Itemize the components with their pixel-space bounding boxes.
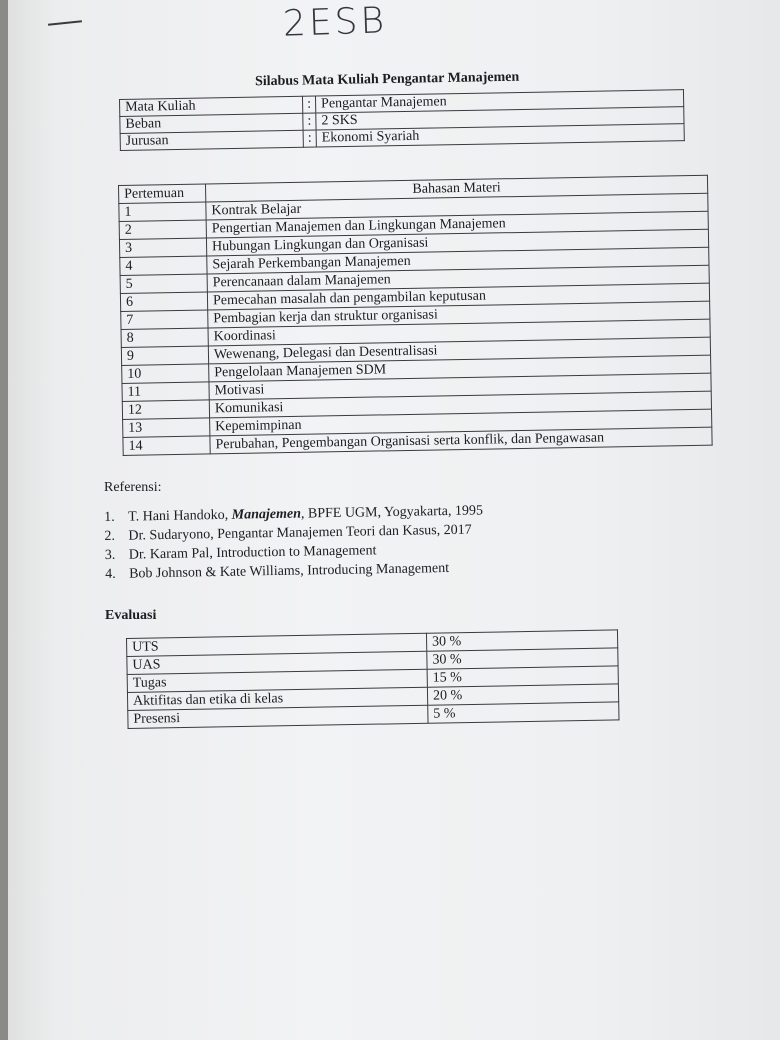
meeting-number: 3 (119, 238, 206, 258)
meeting-topic: Perencanaan dalam Manajemen (207, 265, 709, 292)
info-separator: : (302, 96, 315, 113)
meeting-topic: Koordinasi (208, 319, 710, 346)
eval-weight: 5 % (428, 702, 619, 723)
meeting-number: 11 (122, 382, 209, 402)
meeting-topic: Pengelolaan Manajemen SDM (209, 355, 711, 382)
info-value: Ekonomi Syariah (316, 124, 684, 147)
meeting-number: 5 (120, 274, 207, 294)
meeting-topic: Sejarah Perkembangan Manajemen (207, 247, 709, 274)
info-value: Pengantar Manajemen (315, 90, 683, 113)
reference-text: Dr. Sudaryono, Pengantar Manajemen Teori dan Kasus, 2017 (128, 522, 472, 544)
referensi-list (104, 501, 484, 584)
reference-book-title: Manajemen (231, 506, 302, 523)
list-number: 1. (104, 509, 115, 525)
reference-text: T. Hani Handoko, (128, 507, 232, 525)
meeting-number: 12 (122, 400, 209, 420)
meeting-topic: Hubungan Lingkungan dan Organisasi (206, 229, 708, 256)
meeting-number: 4 (120, 256, 207, 276)
document-title: Silabus Mata Kuliah Pengantar Manajemen (254, 69, 520, 90)
column-header-pertemuan: Pertemuan (119, 184, 206, 204)
info-value: 2 SKS (316, 107, 684, 130)
meeting-number: 6 (120, 292, 207, 312)
info-label: Beban (120, 113, 303, 133)
meeting-topic: Kepemimpinan (210, 409, 712, 436)
eval-weight: 20 % (427, 684, 618, 705)
meeting-number: 1 (119, 202, 206, 222)
meeting-number: 10 (122, 364, 209, 384)
eval-component: Tugas (127, 669, 427, 692)
eval-component: UAS (127, 651, 427, 674)
eval-weight: 15 % (427, 666, 618, 687)
reference-text-tail: , BPFE UGM, Yogyakarta, 1995 (300, 503, 484, 522)
meeting-number: 2 (119, 220, 206, 240)
evaluasi-heading: Evaluasi (105, 608, 157, 623)
eval-component: Aktifitas dan etika di kelas (127, 687, 427, 710)
eval-weight: 30 % (427, 648, 618, 669)
eval-component: Presensi (128, 705, 428, 728)
list-number: 3. (104, 547, 116, 563)
pen-mark (48, 20, 82, 26)
eval-weight: 30 % (426, 630, 617, 651)
meeting-topic: Pengertian Manajemen dan Lingkungan Manajemen (206, 211, 708, 238)
meeting-topic: Kontrak Belajar (206, 193, 708, 220)
meeting-number: 8 (121, 328, 208, 348)
info-separator: : (303, 113, 316, 130)
column-header-bahasan: Bahasan Materi (205, 175, 707, 202)
meeting-topic: Pembagian kerja dan struktur organisasi (208, 301, 710, 328)
meeting-topic: Motivasi (209, 373, 711, 400)
materi-table (118, 175, 713, 456)
meeting-topic: Komunikasi (209, 391, 711, 418)
meeting-number: 9 (121, 346, 208, 366)
meeting-topic: Pemecahan masalah dan pengambilan keputusan (207, 283, 709, 310)
reference-text: Dr. Karam Pal, Introduction to Management (128, 543, 377, 563)
referensi-heading: Referensi: (104, 480, 162, 495)
list-number: 4. (105, 566, 116, 582)
reference-text: Bob Johnson & Kate Williams, Introducing Management (129, 560, 450, 582)
info-label: Jurusan (120, 130, 303, 150)
list-number: 2. (104, 528, 116, 544)
evaluasi-table (126, 629, 620, 729)
info-label: Mata Kuliah (120, 96, 303, 116)
meeting-number: 14 (123, 436, 210, 456)
meeting-number: 13 (123, 418, 210, 438)
meeting-number: 7 (121, 310, 208, 330)
meeting-topic: Wewenang, Delegasi dan Desentralisasi (208, 337, 710, 364)
meeting-topic: Perubahan, Pengembangan Organisasi serta konflik, dan Pengawasan (210, 427, 712, 454)
eval-component: UTS (127, 633, 427, 656)
info-separator: : (303, 130, 316, 147)
handwritten-note: 2ESB (282, 0, 388, 45)
course-info-table (119, 89, 685, 151)
